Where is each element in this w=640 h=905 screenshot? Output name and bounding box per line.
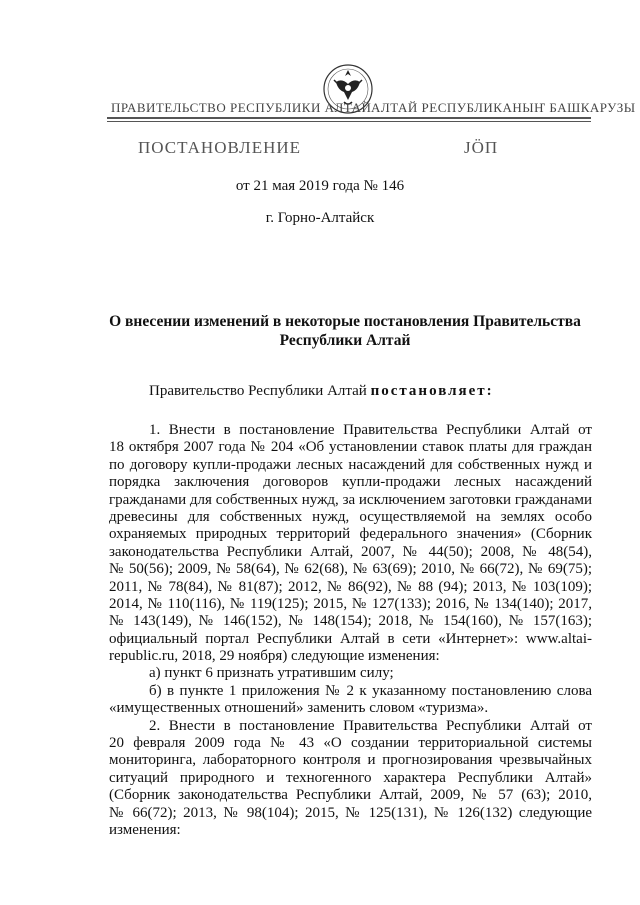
header-org-alt: АЛТАЙ РЕСПУБЛИКАНЫҤ БАШКАРУЗЫ — [371, 100, 636, 115]
body-line: по договору купли-продажи лесных насаждений для собственных нужд и — [109, 456, 592, 473]
body-line: (Сборник законодательства Республики Алтай, 2009, № 57 (63); 2010, — [109, 787, 592, 804]
document-body — [109, 422, 592, 839]
body-line: древесины для собственных нужд, осуществляемой на землях особо — [109, 508, 592, 525]
body-line: ситуаций природного и техногенного характера Республики Алтай» — [109, 769, 592, 786]
body-line: мониторинга, лабораторного контроля и прогнозирования чрезвычайных — [109, 752, 592, 769]
body-line: а) пункт 6 признать утратившим силу; — [149, 665, 394, 682]
body-line: 2. Внести в постановление Правительства Республики Алтай от — [149, 717, 592, 734]
body-line: изменения: — [109, 821, 181, 838]
body-line: № 50(56); 2009, № 58(64), № 62(68), № 63(69); 2010, № 66(72), № 69(75); — [109, 561, 592, 578]
header-rule-thin — [107, 121, 591, 122]
intro-line — [149, 383, 494, 400]
body-line: б) в пункте 1 приложения № 2 к указанному постановлению слова — [149, 682, 592, 699]
body-line: 20 февраля 2009 года № 43 «О создании территориальной системы — [109, 735, 592, 752]
body-line: № 66(72); 2013, № 98(104); 2015, № 125(131), № 126(132) следующие — [109, 804, 592, 821]
header-org-ru: ПРАВИТЕЛЬСТВО РЕСПУБЛИКИ АЛТАЙ — [111, 100, 372, 115]
city: г. Горно-Алтайск — [265, 210, 375, 226]
date-line: от 21 мая 2019 года № 146 — [235, 178, 405, 194]
body-line: порядка заключения договоров купли-продажи лесных насаждений — [109, 474, 592, 491]
doc-type-alt: JÖП — [464, 138, 499, 157]
body-line: 2011, № 78(84), № 81(87); 2012, № 86(92), № 88 (94); 2013, № 103(109); — [109, 578, 592, 595]
intro-prefix: Правительство Республики Алтай — [149, 383, 371, 399]
title-line: О внесении изменений в некоторые постановления Правительства — [109, 313, 581, 330]
body-line: republic.ru, 2018, 29 ноября) следующие изменения: — [109, 648, 440, 665]
body-line: 18 октября 2007 года № 204 «Об установлении ставок платы для граждан — [109, 439, 592, 456]
title-line: Республики Алтай — [279, 332, 411, 349]
body-line: № 143(149), № 146(152), № 148(154); 2018, № 154(160), № 157(163); — [109, 613, 592, 630]
document-title — [100, 312, 590, 350]
intro-verb: постановляет: — [370, 383, 494, 399]
body-line: законодательства Республики Алтай, 2007, № 44(50); 2008, № 48(54), — [109, 543, 592, 560]
body-line: 1. Внести в постановление Правительства Республики Алтай от — [149, 422, 592, 438]
body-line: охраняемых природных территорий федерального значения» (Сборник — [109, 526, 592, 543]
body-line: гражданами для собственных нужд, за исключением заготовки гражданами — [109, 491, 592, 508]
doc-type-ru: ПОСТАНОВЛЕНИЕ — [138, 138, 302, 157]
body-line: «имущественных отношений» заменить словом «туризма». — [109, 700, 489, 717]
body-line: 2014, № 110(116), № 119(125); 2015, № 127(133); 2016, № 134(140); 2017, — [109, 595, 592, 612]
body-line: официальный портал Республики Алтай в сети «Интернет»: www.altai- — [109, 630, 592, 647]
header-rule — [107, 117, 591, 119]
